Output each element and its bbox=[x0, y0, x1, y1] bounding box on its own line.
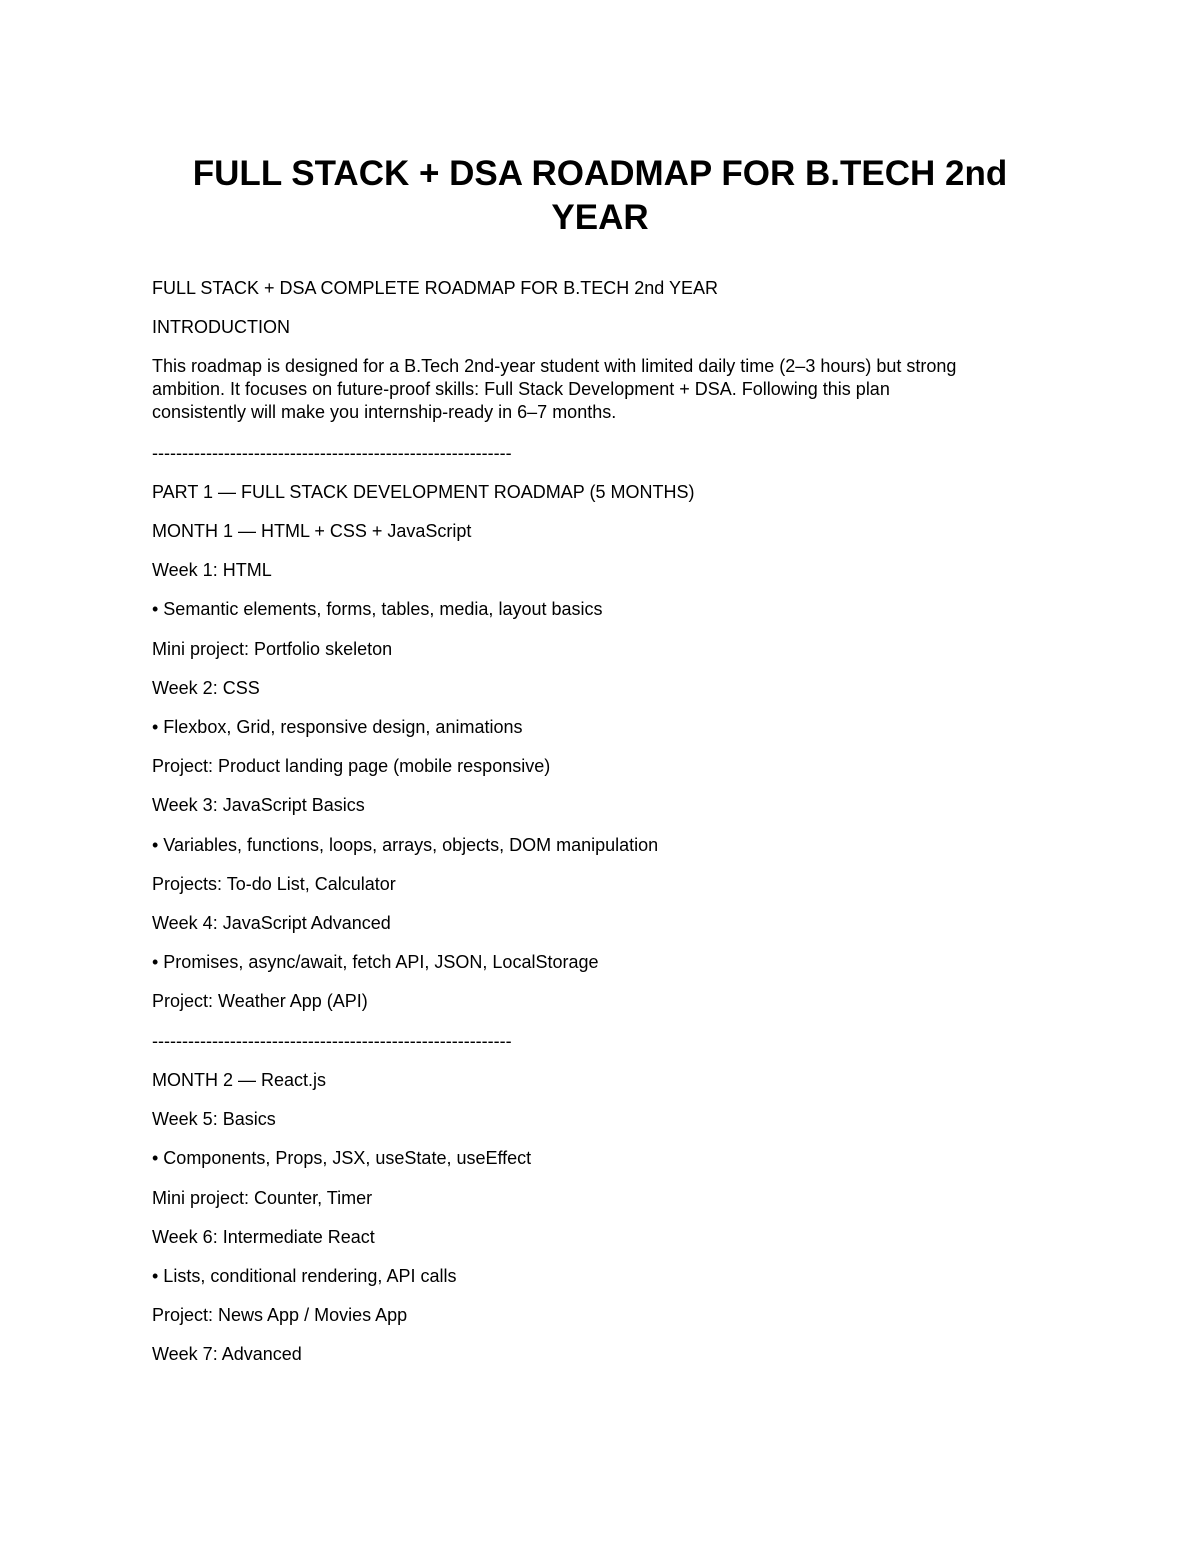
intro-paragraph bbox=[152, 355, 1052, 424]
month2-line: • Components, Props, JSX, useState, useEffect bbox=[152, 1148, 532, 1168]
month1-line: • Semantic elements, forms, tables, media, layout basics bbox=[152, 599, 603, 619]
month1-line: Week 4: JavaScript Advanced bbox=[152, 913, 391, 933]
title-line-1: FULL STACK + DSA ROADMAP FOR B.TECH 2nd bbox=[192, 154, 1008, 193]
intro-line: ambition. It focuses on future-proof skills: Full Stack Development + DSA. Following this plan bbox=[152, 379, 890, 399]
intro-line: This roadmap is designed for a B.Tech 2nd-year student with limited daily time (2–3 hours) but strong bbox=[152, 356, 957, 376]
month1-line: Project: Weather App (API) bbox=[152, 991, 368, 1011]
month2-line: Mini project: Counter, Timer bbox=[152, 1188, 373, 1208]
month2-line: Project: News App / Movies App bbox=[152, 1305, 408, 1325]
section-divider: ------------------------------------------------------------ bbox=[152, 1031, 512, 1051]
document-title bbox=[150, 152, 1050, 240]
month1-line: Mini project: Portfolio skeleton bbox=[152, 639, 393, 659]
month1-line: Week 3: JavaScript Basics bbox=[152, 795, 365, 815]
month2-heading: MONTH 2 — React.js bbox=[152, 1070, 327, 1090]
month1-line: Project: Product landing page (mobile responsive) bbox=[152, 756, 551, 776]
month1-line: • Variables, functions, loops, arrays, objects, DOM manipulation bbox=[152, 835, 659, 855]
intro-line: consistently will make you internship-ready in 6–7 months. bbox=[152, 402, 617, 422]
part1-heading: PART 1 — FULL STACK DEVELOPMENT ROADMAP (5 MONTHS) bbox=[152, 482, 695, 502]
month1-line: • Flexbox, Grid, responsive design, animations bbox=[152, 717, 523, 737]
month1-line: Projects: To-do List, Calculator bbox=[152, 874, 396, 894]
month2-line: Week 6: Intermediate React bbox=[152, 1227, 375, 1247]
month1-line: Week 1: HTML bbox=[152, 560, 272, 580]
title-line-2: YEAR bbox=[551, 198, 649, 237]
month2-line: • Lists, conditional rendering, API calls bbox=[152, 1266, 457, 1286]
subtitle: FULL STACK + DSA COMPLETE ROADMAP FOR B.TECH 2nd YEAR bbox=[152, 278, 718, 298]
section-divider: ------------------------------------------------------------ bbox=[152, 443, 512, 463]
intro-heading: INTRODUCTION bbox=[152, 317, 290, 337]
month1-line: Week 2: CSS bbox=[152, 678, 260, 698]
month1-line: • Promises, async/await, fetch API, JSON, LocalStorage bbox=[152, 952, 599, 972]
month1-heading: MONTH 1 — HTML + CSS + JavaScript bbox=[152, 521, 472, 541]
month2-line: Week 5: Basics bbox=[152, 1109, 276, 1129]
month2-line: Week 7: Advanced bbox=[152, 1344, 302, 1364]
